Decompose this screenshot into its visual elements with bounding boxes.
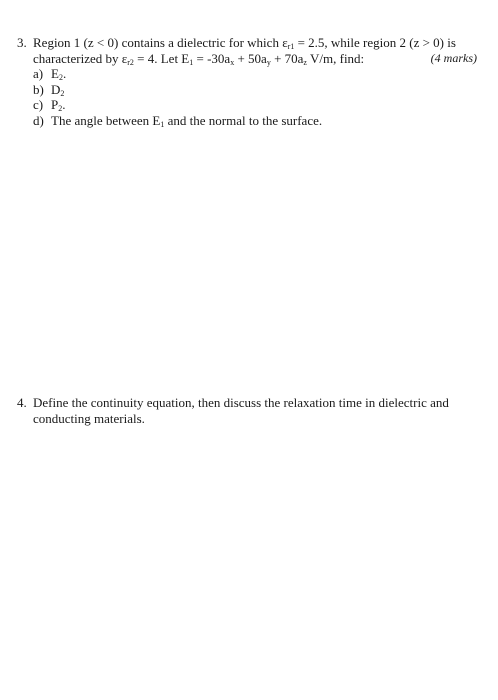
question-3-part-c: c) $P_2$. <box>33 97 66 113</box>
question-3-part-a: a) $E_2$. <box>33 66 67 82</box>
question-4-line-2: conducting materials. <box>33 410 145 426</box>
question-4 <box>17 395 483 426</box>
question-4-line-1: 4. Define the continuity equation, then discuss the relaxation time in dielectric and <box>17 395 449 410</box>
question-3-part-b: b) $D_2$ <box>33 81 65 98</box>
question-3-line-2: characterized by $\varepsilon_{r2} = 4$. Let $E_1 = -30a_x + 50a_y + 70a_z$ V/m, find: (4 marks) <box>33 50 477 67</box>
question-3-line-1: 3. Region 1 (z < 0) contains a dielectric for which $\varepsilon_{r1} = 2.5$, while region 2 (z > 0) is <box>17 35 456 51</box>
question-3-number: 3. <box>17 35 27 50</box>
question-3 <box>17 35 483 128</box>
question-3-part-d: d) The angle between $E_1$ and the normal to the surface. <box>33 112 323 129</box>
question-4-number: 4. <box>17 395 27 410</box>
marks-label: (4 marks) <box>430 50 477 65</box>
